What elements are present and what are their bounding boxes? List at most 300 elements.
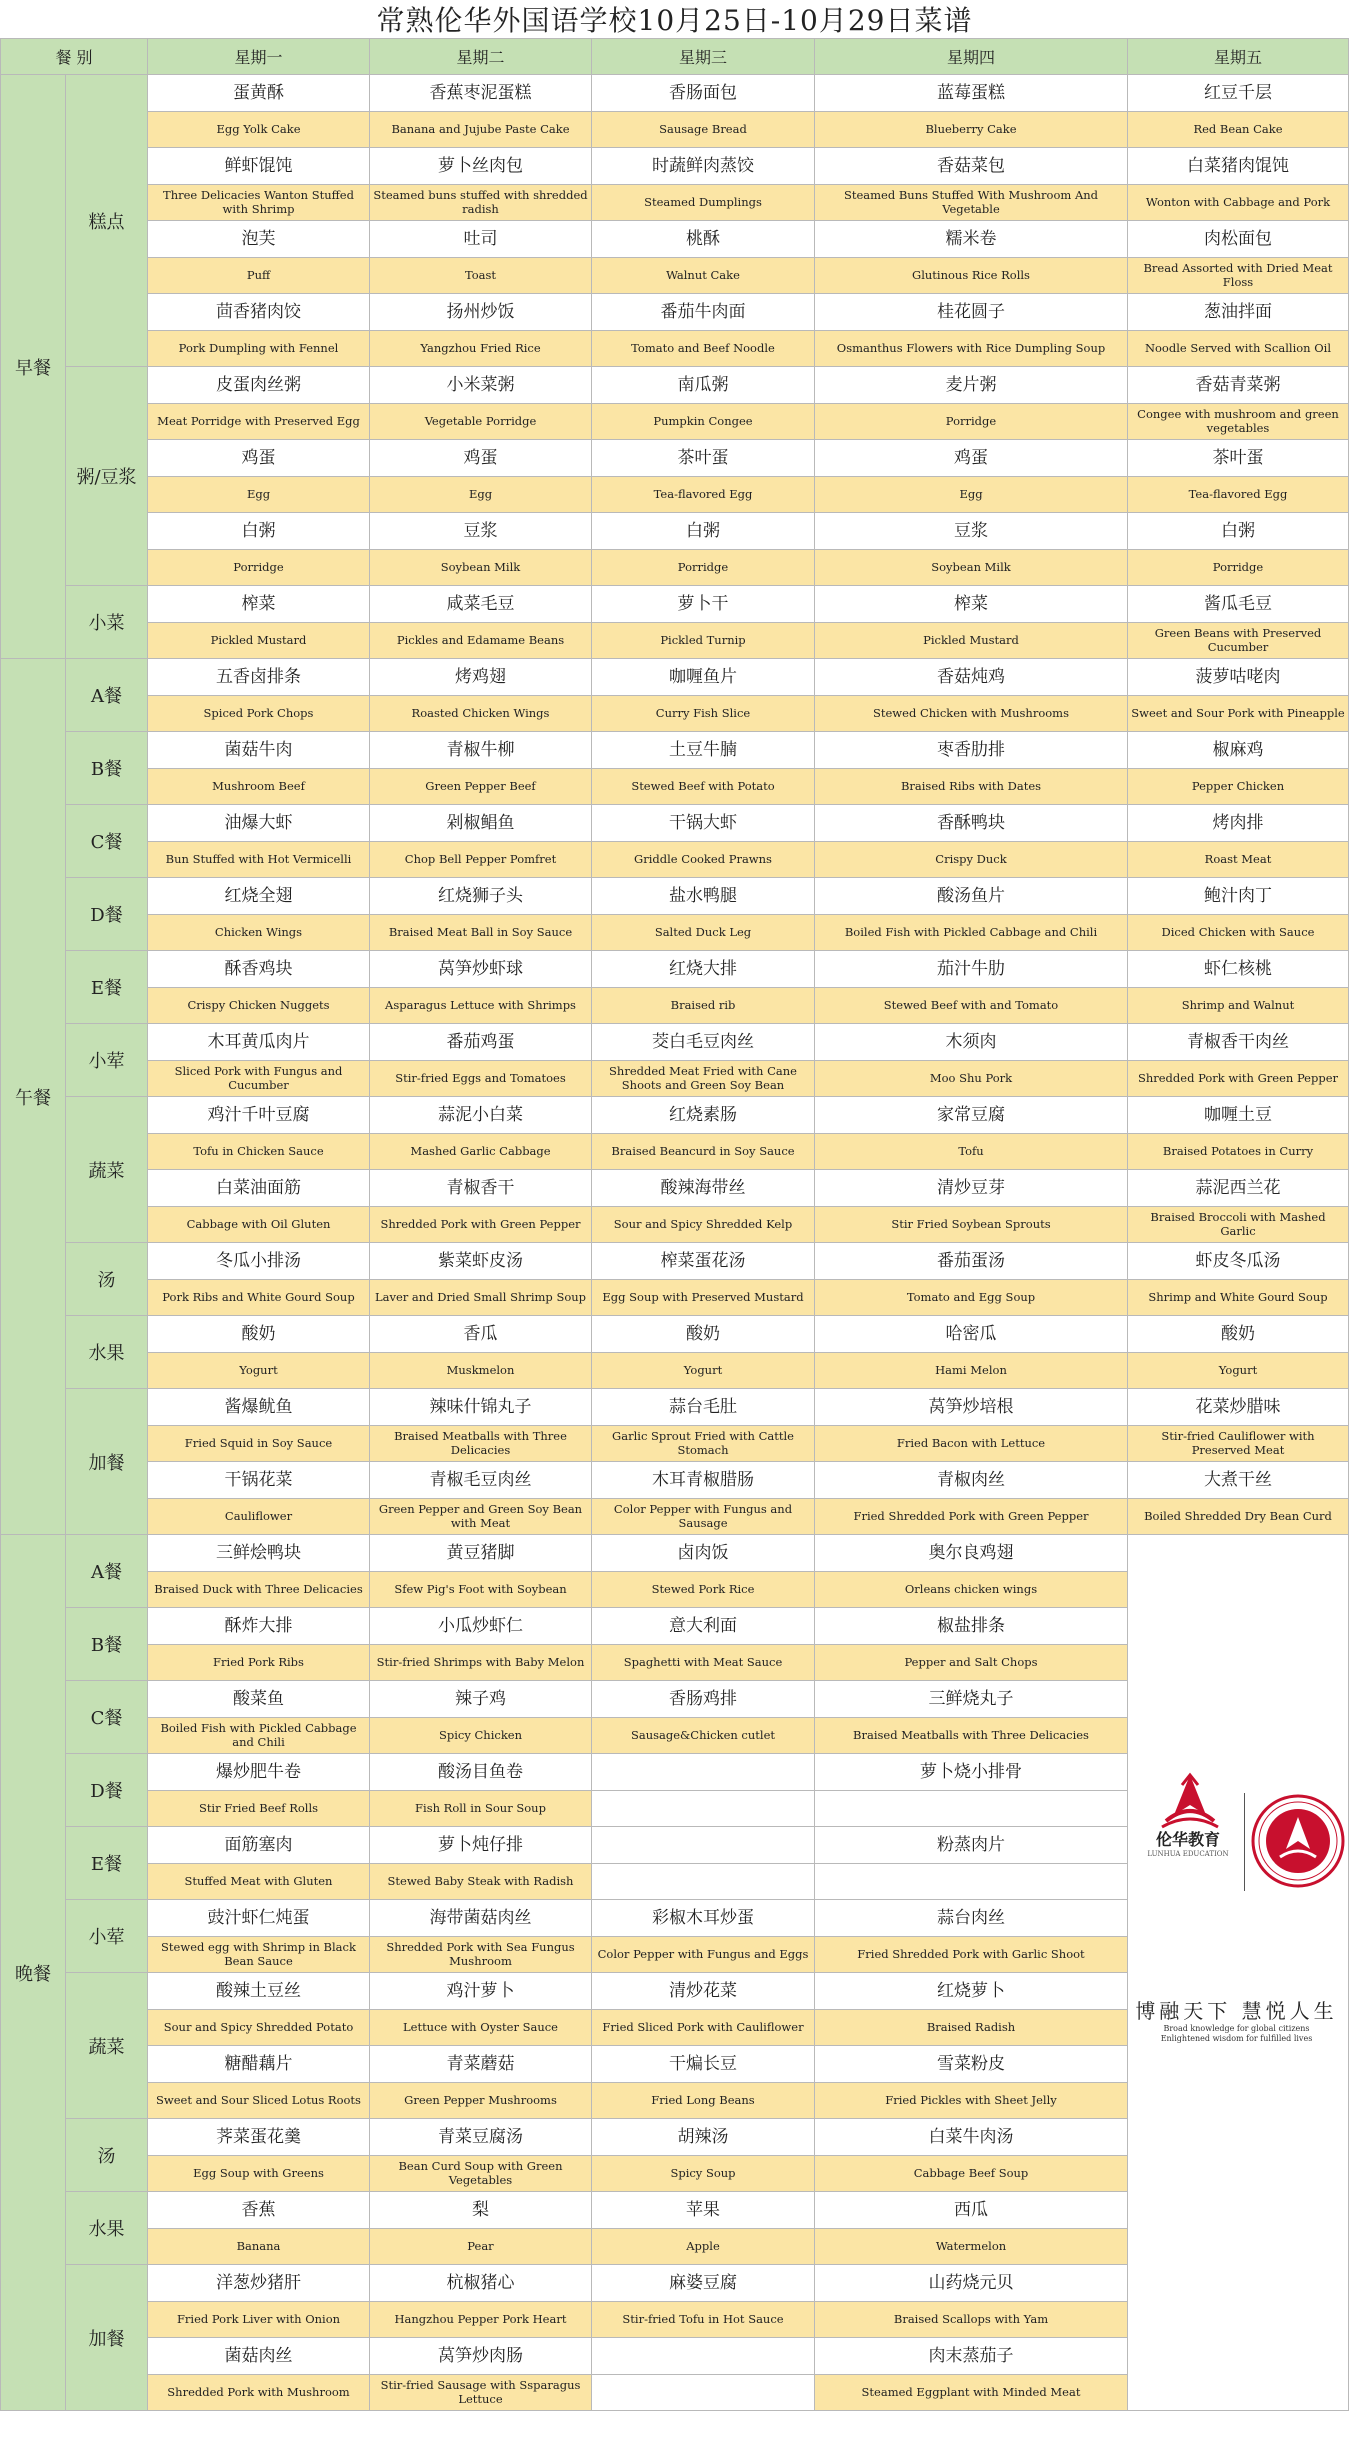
- dish-name-zh: 白菜牛肉汤: [815, 2119, 1128, 2156]
- dish-name-en: Pork Ribs and White Gourd Soup: [148, 1279, 370, 1316]
- dish-name-zh: 时蔬鲜肉蒸饺: [592, 148, 815, 185]
- dish-name-zh: 酸奶: [148, 1316, 370, 1353]
- dish-category: E餐: [66, 951, 148, 1024]
- dish-name-zh: 奥尔良鸡翅: [815, 1535, 1128, 1572]
- dish-name-zh: 虾仁核桃: [1128, 951, 1349, 988]
- dish-name-en: Laver and Dried Small Shrimp Soup: [370, 1279, 592, 1316]
- dish-name-en: Fried Squid in Soy Sauce: [148, 1425, 370, 1462]
- dish-name-en: Steamed Buns Stuffed With Mushroom And Vegetable: [815, 184, 1128, 221]
- dish-name-zh: 紫菜虾皮汤: [370, 1243, 592, 1280]
- dish-name-zh: 黄豆猪脚: [370, 1535, 592, 1572]
- dish-name-en: Egg: [148, 476, 370, 513]
- dish-name-en: Stir-fried Shrimps with Baby Melon: [370, 1644, 592, 1681]
- dish-name-en: Hami Melon: [815, 1352, 1128, 1389]
- dish-name-en: Braised Meatballs with Three Delicacies: [370, 1425, 592, 1462]
- dish-row-zh: [1, 586, 1349, 623]
- dish-name-zh: 蒜台毛肚: [592, 1389, 815, 1426]
- dish-name-zh: 泡芙: [148, 221, 370, 258]
- dish-name-zh: 萝卜炖仔排: [370, 1827, 592, 1864]
- dish-name-zh: 茄汁牛肋: [815, 951, 1128, 988]
- dish-name-en: Green Beans with Preserved Cucumber: [1128, 622, 1349, 659]
- dish-name-en: Yogurt: [148, 1352, 370, 1389]
- dish-name-zh: 莴笋炒培根: [815, 1389, 1128, 1426]
- dish-name-en: Pickled Turnip: [592, 622, 815, 659]
- dish-row-zh: [1, 367, 1349, 404]
- motto-en-1: Broad knowledge for global citizens: [1163, 2024, 1310, 2033]
- dish-row-zh: [1, 1316, 1349, 1353]
- dish-name-zh: 蒜泥西兰花: [1128, 1170, 1349, 1207]
- dish-name-zh: 红烧大排: [592, 951, 815, 988]
- dish-name-en: Stewed Chicken with Mushrooms: [815, 695, 1128, 732]
- dish-name-zh: 剁椒鲳鱼: [370, 805, 592, 842]
- dish-name-zh: 萝卜丝肉包: [370, 148, 592, 185]
- dish-name-zh: 咖喱土豆: [1128, 1097, 1349, 1134]
- dish-row-en: [1, 1060, 1349, 1097]
- dish-name-zh: 白菜猪肉馄饨: [1128, 148, 1349, 185]
- dish-name-zh: 油爆大虾: [148, 805, 370, 842]
- dish-name-zh: 茶叶蛋: [592, 440, 815, 477]
- dish-name-zh: 鸡蛋: [815, 440, 1128, 477]
- dish-name-en: Steamed Eggplant with Minded Meat: [815, 2374, 1128, 2411]
- dish-name-en: Stir-fried Sausage with Ssparagus Lettuce: [370, 2374, 592, 2411]
- dish-name-en: [815, 1863, 1128, 1900]
- dish-name-en: [592, 2374, 815, 2411]
- menu-table: [0, 38, 1349, 2411]
- dish-name-zh: 蒜泥小白菜: [370, 1097, 592, 1134]
- dish-name-en: Shredded Pork with Green Pepper: [370, 1206, 592, 1243]
- dish-row-en: [1, 1206, 1349, 1243]
- dish-name-en: Pumpkin Congee: [592, 403, 815, 440]
- dish-name-en: Mashed Garlic Cabbage: [370, 1133, 592, 1170]
- dish-name-en: Braised rib: [592, 987, 815, 1024]
- dish-category: A餐: [66, 1535, 148, 1608]
- dish-name-zh: 菌菇肉丝: [148, 2338, 370, 2375]
- dish-row-en: [1, 476, 1349, 513]
- dish-name-en: Stewed Baby Steak with Radish: [370, 1863, 592, 1900]
- dish-name-zh: 菠萝咕咾肉: [1128, 659, 1349, 696]
- branding-panel: [1128, 1535, 1349, 2411]
- dish-name-en: Pepper and Salt Chops: [815, 1644, 1128, 1681]
- dish-name-zh: 青椒毛豆肉丝: [370, 1462, 592, 1499]
- dish-category: 粥/豆浆: [66, 367, 148, 586]
- dish-name-en: Egg Soup with Greens: [148, 2155, 370, 2192]
- dish-name-zh: 彩椒木耳炒蛋: [592, 1900, 815, 1937]
- dish-category: 加餐: [66, 2265, 148, 2411]
- dish-name-en: Yogurt: [592, 1352, 815, 1389]
- dish-name-en: [592, 1790, 815, 1827]
- dish-name-zh: 胡辣汤: [592, 2119, 815, 2156]
- dish-name-zh: 酸奶: [1128, 1316, 1349, 1353]
- dish-name-zh: 干锅花菜: [148, 1462, 370, 1499]
- dish-name-en: Shrimp and White Gourd Soup: [1128, 1279, 1349, 1316]
- dish-name-zh: 香菇青菜粥: [1128, 367, 1349, 404]
- dish-category: 汤: [66, 1243, 148, 1316]
- dish-row-en: [1, 257, 1349, 294]
- day-header: 星期三: [592, 39, 815, 75]
- dish-name-zh: 洋葱炒猪肝: [148, 2265, 370, 2302]
- dish-name-en: Lettuce with Oyster Sauce: [370, 2009, 592, 2046]
- dish-name-en: Cabbage with Oil Gluten: [148, 1206, 370, 1243]
- dish-row-en: [1, 403, 1349, 440]
- dish-name-zh: 辣味什锦丸子: [370, 1389, 592, 1426]
- dish-name-en: Orleans chicken wings: [815, 1571, 1128, 1608]
- dish-name-zh: 香酥鸭块: [815, 805, 1128, 842]
- dish-name-zh: [592, 1827, 815, 1864]
- dish-name-en: Fried Shredded Pork with Green Pepper: [815, 1498, 1128, 1535]
- dish-name-en: Yogurt: [1128, 1352, 1349, 1389]
- dish-name-en: Apple: [592, 2228, 815, 2265]
- day-header: 星期二: [370, 39, 592, 75]
- dish-name-en: Green Pepper Mushrooms: [370, 2082, 592, 2119]
- dish-name-zh: 扬州炒饭: [370, 294, 592, 331]
- dish-name-en: Fried Pork Liver with Onion: [148, 2301, 370, 2338]
- dish-name-en: Tea-flavored Egg: [592, 476, 815, 513]
- dish-name-zh: 红烧素肠: [592, 1097, 815, 1134]
- dish-name-en: Shrimp and Walnut: [1128, 987, 1349, 1024]
- dish-name-zh: 鲜虾馄饨: [148, 148, 370, 185]
- dish-row-zh: [1, 221, 1349, 258]
- dish-category: B餐: [66, 732, 148, 805]
- dish-name-zh: 蒜台肉丝: [815, 1900, 1128, 1937]
- dish-category: A餐: [66, 659, 148, 732]
- school-brand-en: LUNHUA EDUCATION: [1147, 1850, 1229, 1858]
- dish-name-zh: 清炒豆芽: [815, 1170, 1128, 1207]
- dish-name-zh: 青椒牛柳: [370, 732, 592, 769]
- dish-name-en: Spicy Chicken: [370, 1717, 592, 1754]
- dish-name-en: Tofu: [815, 1133, 1128, 1170]
- dish-name-en: Griddle Cooked Prawns: [592, 841, 815, 878]
- dish-name-zh: 土豆牛腩: [592, 732, 815, 769]
- dish-name-en: Porridge: [1128, 549, 1349, 586]
- dish-category: 小荤: [66, 1024, 148, 1097]
- dish-name-zh: 鸡蛋: [148, 440, 370, 477]
- dish-name-zh: 糯米卷: [815, 221, 1128, 258]
- dish-name-zh: 盐水鸭腿: [592, 878, 815, 915]
- dish-name-en: Toast: [370, 257, 592, 294]
- dish-category: 糕点: [66, 75, 148, 367]
- dish-name-en: Soybean Milk: [815, 549, 1128, 586]
- dish-row-zh: [1, 440, 1349, 477]
- dish-row-en: [1, 1498, 1349, 1535]
- dish-row-zh: [1, 75, 1349, 112]
- dish-name-zh: 白粥: [592, 513, 815, 550]
- dish-name-en: Porridge: [592, 549, 815, 586]
- dish-name-en: Egg Soup with Preserved Mustard: [592, 1279, 815, 1316]
- dish-name-zh: 葱油拌面: [1128, 294, 1349, 331]
- dish-name-zh: 番茄牛肉面: [592, 294, 815, 331]
- dish-name-zh: 番茄鸡蛋: [370, 1024, 592, 1061]
- dish-category: D餐: [66, 878, 148, 951]
- page-title: 常熟伦华外国语学校10月25日-10月29日菜谱: [376, 4, 973, 37]
- dish-name-zh: 小米菜粥: [370, 367, 592, 404]
- dish-name-zh: 烤肉排: [1128, 805, 1349, 842]
- dish-row-en: [1, 330, 1349, 367]
- motto-en-2: Enlightened wisdom for fulfilled lives: [1160, 2034, 1313, 2043]
- dish-name-en: Garlic Sprout Fried with Cattle Stomach: [592, 1425, 815, 1462]
- dish-name-zh: 花菜炒腊味: [1128, 1389, 1349, 1426]
- dish-name-zh: 红烧全翅: [148, 878, 370, 915]
- dish-name-en: Braised Broccoli with Mashed Garlic: [1128, 1206, 1349, 1243]
- dish-name-zh: 青椒肉丝: [815, 1462, 1128, 1499]
- dish-name-en: Pickles and Edamame Beans: [370, 622, 592, 659]
- dish-name-zh: 鸡汁萝卜: [370, 1973, 592, 2010]
- dish-row-zh: [1, 1535, 1349, 1572]
- dish-name-en: Braised Potatoes in Curry: [1128, 1133, 1349, 1170]
- meal-category: 晚餐: [1, 1535, 66, 2411]
- dish-name-zh: 酱瓜毛豆: [1128, 586, 1349, 623]
- dish-name-en: Tea-flavored Egg: [1128, 476, 1349, 513]
- dish-name-en: Chop Bell Pepper Pomfret: [370, 841, 592, 878]
- dish-name-en: Bean Curd Soup with Green Vegetables: [370, 2155, 592, 2192]
- dish-name-en: Boiled Fish with Pickled Cabbage and Chili: [815, 914, 1128, 951]
- dish-category: 加餐: [66, 1389, 148, 1535]
- school-brand-name: 伦华教育: [1155, 1830, 1220, 1849]
- dish-name-en: Crispy Duck: [815, 841, 1128, 878]
- dish-name-en: Stewed Pork Rice: [592, 1571, 815, 1608]
- dish-name-en: Stewed egg with Shrimp in Black Bean Sauce: [148, 1936, 370, 1973]
- dish-row-zh: [1, 951, 1349, 988]
- dish-name-en: Cauliflower: [148, 1498, 370, 1535]
- dish-name-en: Stir-fried Eggs and Tomatoes: [370, 1060, 592, 1097]
- dish-name-en: Egg: [370, 476, 592, 513]
- dish-name-zh: 青菜豆腐汤: [370, 2119, 592, 2156]
- motto-zh: 博融天下 慧悦人生: [1135, 1999, 1338, 2023]
- dish-row-zh: [1, 148, 1349, 185]
- dish-name-en: Soybean Milk: [370, 549, 592, 586]
- lunhua-logo-icon: [1160, 1771, 1220, 1829]
- dish-name-en: Egg: [815, 476, 1128, 513]
- school-motto: [1134, 1995, 1339, 2044]
- dish-name-zh: 干锅大虾: [592, 805, 815, 842]
- dish-name-zh: 清炒花菜: [592, 1973, 815, 2010]
- dish-name-en: Braised Meatballs with Three Delicacies: [815, 1717, 1128, 1754]
- dish-name-en: Pepper Chicken: [1128, 768, 1349, 805]
- dish-name-zh: 辣子鸡: [370, 1681, 592, 1718]
- dish-name-en: Muskmelon: [370, 1352, 592, 1389]
- dish-row-zh: [1, 732, 1349, 769]
- logo-divider: [1244, 1793, 1245, 1891]
- dish-name-en: Meat Porridge with Preserved Egg: [148, 403, 370, 440]
- dish-name-en: Sausage Bread: [592, 111, 815, 148]
- dish-row-en: [1, 111, 1349, 148]
- dish-name-en: Congee with mushroom and green vegetables: [1128, 403, 1349, 440]
- dish-name-zh: 蓝莓蛋糕: [815, 75, 1128, 112]
- dish-name-en: Braised Duck with Three Delicacies: [148, 1571, 370, 1608]
- dish-name-zh: 桂花圆子: [815, 294, 1128, 331]
- dish-name-en: Stewed Beef with and Tomato: [815, 987, 1128, 1024]
- dish-name-zh: 爆炒肥牛卷: [148, 1754, 370, 1791]
- dish-name-zh: 麻婆豆腐: [592, 2265, 815, 2302]
- dish-name-zh: 香蕉枣泥蛋糕: [370, 75, 592, 112]
- dish-row-en: [1, 987, 1349, 1024]
- dish-name-en: Tomato and Beef Noodle: [592, 330, 815, 367]
- dish-name-zh: 雪菜粉皮: [815, 2046, 1128, 2083]
- dish-name-en: Blueberry Cake: [815, 111, 1128, 148]
- dish-name-zh: 小瓜炒虾仁: [370, 1608, 592, 1645]
- day-header: 星期一: [148, 39, 370, 75]
- dish-name-zh: 豆浆: [370, 513, 592, 550]
- dish-name-zh: 香肠鸡排: [592, 1681, 815, 1718]
- dish-name-en: Braised Beancurd in Soy Sauce: [592, 1133, 815, 1170]
- dish-row-en: [1, 1352, 1349, 1389]
- dish-name-en: Wonton with Cabbage and Pork: [1128, 184, 1349, 221]
- dish-name-zh: 山药烧元贝: [815, 2265, 1128, 2302]
- dish-name-zh: 青菜蘑菇: [370, 2046, 592, 2083]
- brand-block: [1138, 1827, 1238, 1858]
- dish-name-zh: 萝卜干: [592, 586, 815, 623]
- dish-name-en: Bun Stuffed with Hot Vermicelli: [148, 841, 370, 878]
- dish-row-en: [1, 1425, 1349, 1462]
- dish-name-en: Spicy Soup: [592, 2155, 815, 2192]
- dish-name-en: Sliced Pork with Fungus and Cucumber: [148, 1060, 370, 1097]
- dish-name-en: Crispy Chicken Nuggets: [148, 987, 370, 1024]
- dish-name-en: Green Pepper and Green Soy Bean with Meat: [370, 1498, 592, 1535]
- dish-name-zh: 烤鸡翅: [370, 659, 592, 696]
- dish-name-zh: 咖喱鱼片: [592, 659, 815, 696]
- dish-name-en: Fried Long Beans: [592, 2082, 815, 2119]
- dish-name-en: Fried Pork Ribs: [148, 1644, 370, 1681]
- dish-name-en: Boiled Fish with Pickled Cabbage and Chili: [148, 1717, 370, 1754]
- dish-name-zh: 白菜油面筋: [148, 1170, 370, 1207]
- dish-row-en: [1, 1279, 1349, 1316]
- dish-name-zh: 菌菇牛肉: [148, 732, 370, 769]
- dish-name-zh: 杭椒猪心: [370, 2265, 592, 2302]
- dish-row-zh: [1, 513, 1349, 550]
- dish-name-zh: 香肠面包: [592, 75, 815, 112]
- dish-name-zh: 酸辣海带丝: [592, 1170, 815, 1207]
- dish-category: 蔬菜: [66, 1097, 148, 1243]
- dish-name-zh: 香蕉: [148, 2192, 370, 2229]
- dish-name-zh: 糖醋藕片: [148, 2046, 370, 2083]
- dish-name-zh: 干煸长豆: [592, 2046, 815, 2083]
- dish-name-en: Watermelon: [815, 2228, 1128, 2265]
- dish-name-zh: 番茄蛋汤: [815, 1243, 1128, 1280]
- dish-category: C餐: [66, 1681, 148, 1754]
- dish-name-en: Pickled Mustard: [815, 622, 1128, 659]
- day-header: 星期五: [1128, 39, 1349, 75]
- dish-name-zh: 椒盐排条: [815, 1608, 1128, 1645]
- dish-name-en: Moo Shu Pork: [815, 1060, 1128, 1097]
- dish-name-en: Porridge: [148, 549, 370, 586]
- dish-name-en: Stir Fried Beef Rolls: [148, 1790, 370, 1827]
- dish-name-en: Roasted Chicken Wings: [370, 695, 592, 732]
- dish-row-en: [1, 184, 1349, 221]
- dish-category: 水果: [66, 2192, 148, 2265]
- dish-name-en: Fish Roll in Sour Soup: [370, 1790, 592, 1827]
- dish-name-zh: 茴香猪肉饺: [148, 294, 370, 331]
- dish-name-zh: 肉松面包: [1128, 221, 1349, 258]
- dish-name-zh: 大煮干丝: [1128, 1462, 1349, 1499]
- dish-name-zh: 哈密瓜: [815, 1316, 1128, 1353]
- dish-name-en: Three Delicacies Wanton Stuffed with Shrimp: [148, 184, 370, 221]
- dish-row-zh: [1, 1024, 1349, 1061]
- dish-name-en: Pork Dumpling with Fennel: [148, 330, 370, 367]
- dish-name-zh: 红豆千层: [1128, 75, 1349, 112]
- dish-name-zh: 酱爆鱿鱼: [148, 1389, 370, 1426]
- dish-row-en: [1, 622, 1349, 659]
- dish-name-zh: 鲍汁肉丁: [1128, 878, 1349, 915]
- dish-name-zh: 虾皮冬瓜汤: [1128, 1243, 1349, 1280]
- dish-category: 小菜: [66, 586, 148, 659]
- dish-name-en: Fried Pickles with Sheet Jelly: [815, 2082, 1128, 2119]
- dish-name-zh: 白粥: [1128, 513, 1349, 550]
- dish-name-en: Cabbage Beef Soup: [815, 2155, 1128, 2192]
- dish-name-zh: 椒麻鸡: [1128, 732, 1349, 769]
- dish-name-zh: 青椒香干肉丝: [1128, 1024, 1349, 1061]
- dish-name-en: Stir-fried Cauliflower with Preserved Meat: [1128, 1425, 1349, 1462]
- dish-name-zh: [592, 2338, 815, 2375]
- dish-row-zh: [1, 878, 1349, 915]
- dish-name-en: Color Pepper with Fungus and Eggs: [592, 1936, 815, 1973]
- dish-name-en: Sausage&Chicken cutlet: [592, 1717, 815, 1754]
- dish-name-en: Vegetable Porridge: [370, 403, 592, 440]
- dish-name-en: Pear: [370, 2228, 592, 2265]
- dish-name-en: Mushroom Beef: [148, 768, 370, 805]
- dish-name-zh: 酥炸大排: [148, 1608, 370, 1645]
- dish-name-zh: 红烧狮子头: [370, 878, 592, 915]
- dish-name-en: Curry Fish Slice: [592, 695, 815, 732]
- dish-name-en: Osmanthus Flowers with Rice Dumpling Soup: [815, 330, 1128, 367]
- dish-row-zh: [1, 1097, 1349, 1134]
- dish-name-zh: 肉末蒸茄子: [815, 2338, 1128, 2375]
- dish-name-zh: 意大利面: [592, 1608, 815, 1645]
- dish-name-en: Green Pepper Beef: [370, 768, 592, 805]
- dish-name-en: Fried Bacon with Lettuce: [815, 1425, 1128, 1462]
- dish-name-zh: 酸菜鱼: [148, 1681, 370, 1718]
- dish-category: 小荤: [66, 1900, 148, 1973]
- dish-name-en: Diced Chicken with Sauce: [1128, 914, 1349, 951]
- dish-name-en: Spiced Pork Chops: [148, 695, 370, 732]
- dish-name-zh: 木须肉: [815, 1024, 1128, 1061]
- dish-name-zh: 木耳青椒腊肠: [592, 1462, 815, 1499]
- dish-row-zh: [1, 659, 1349, 696]
- dish-name-zh: 蛋黄酥: [148, 75, 370, 112]
- dish-name-zh: 粉蒸肉片: [815, 1827, 1128, 1864]
- dish-name-en: Pickled Mustard: [148, 622, 370, 659]
- dish-name-zh: 冬瓜小排汤: [148, 1243, 370, 1280]
- dish-name-en: Porridge: [815, 403, 1128, 440]
- dish-name-en: Banana: [148, 2228, 370, 2265]
- dish-name-en: Shredded Pork with Sea Fungus Mushroom: [370, 1936, 592, 1973]
- dish-name-en: Braised Scallops with Yam: [815, 2301, 1128, 2338]
- dish-name-en: Shredded Pork with Mushroom: [148, 2374, 370, 2411]
- dish-name-en: Glutinous Rice Rolls: [815, 257, 1128, 294]
- dish-name-zh: 酸奶: [592, 1316, 815, 1353]
- dish-category: B餐: [66, 1608, 148, 1681]
- dish-name-zh: 豆浆: [815, 513, 1128, 550]
- dish-row-zh: [1, 294, 1349, 331]
- dish-name-en: Salted Duck Leg: [592, 914, 815, 951]
- dish-name-en: Red Bean Cake: [1128, 111, 1349, 148]
- dish-name-zh: 吐司: [370, 221, 592, 258]
- dish-name-zh: 三鲜烧丸子: [815, 1681, 1128, 1718]
- dish-name-en: Color Pepper with Fungus and Sausage: [592, 1498, 815, 1535]
- dish-name-en: Chicken Wings: [148, 914, 370, 951]
- dish-name-en: Braised Ribs with Dates: [815, 768, 1128, 805]
- dish-row-en: [1, 695, 1349, 732]
- dish-name-zh: 皮蛋肉丝粥: [148, 367, 370, 404]
- school-seal-icon: [1250, 1793, 1346, 1889]
- dish-name-en: Bread Assorted with Dried Meat Floss: [1128, 257, 1349, 294]
- dish-category: E餐: [66, 1827, 148, 1900]
- dish-name-zh: 木耳黄瓜肉片: [148, 1024, 370, 1061]
- dish-category: 水果: [66, 1316, 148, 1389]
- dish-name-zh: 茶叶蛋: [1128, 440, 1349, 477]
- dish-name-en: Sweet and Sour Pork with Pineapple: [1128, 695, 1349, 732]
- dish-name-en: Tofu in Chicken Sauce: [148, 1133, 370, 1170]
- dish-name-zh: 莴笋炒肉肠: [370, 2338, 592, 2375]
- dish-name-en: Sour and Spicy Shredded Potato: [148, 2009, 370, 2046]
